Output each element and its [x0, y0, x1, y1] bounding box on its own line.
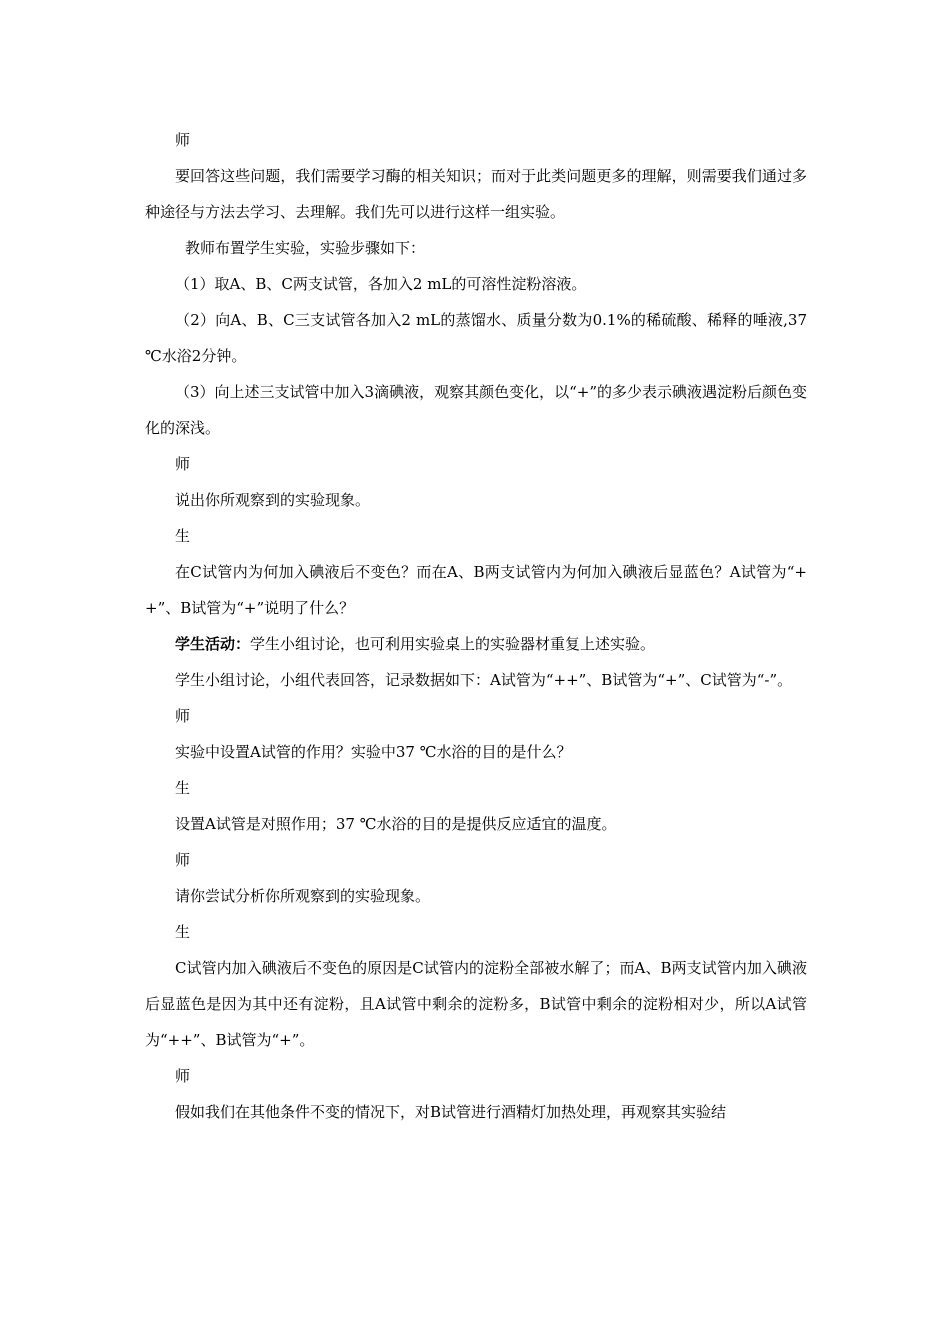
paragraph-question-observe: 说出你所观察到的实验现象。	[175, 491, 371, 509]
speaker-teacher: 师	[175, 1067, 191, 1085]
paragraph-question-heating: 假如我们在其他条件不变的情况下，对B试管进行酒精灯加热处理，再观察其实验结	[175, 1103, 727, 1121]
paragraph-step-2: （2）向A、B、C三支试管各加入2 mL的蒸馏水、质量分数为0.1%的稀硫酸、稀释的唾液,37 ℃水浴2分钟。	[145, 311, 807, 365]
speaker-teacher: 师	[175, 707, 191, 725]
paragraph-step-1: （1）取A、B、C两支试管，各加入2 mL的可溶性淀粉溶液。	[175, 275, 587, 293]
speaker-student: 生	[175, 527, 191, 545]
paragraph-question-purpose: 实验中设置A试管的作用？实验中37 ℃水浴的目的是什么？	[175, 743, 572, 761]
paragraph-step-3: （3）向上述三支试管中加入3滴碘液，观察其颜色变化，以“+”的多少表示碘液遇淀粉后颜色变化的深浅。	[145, 383, 807, 437]
paragraph-student-activity	[145, 626, 807, 662]
paragraph-answer-analyze: C试管内加入碘液后不变色的原因是C试管内的淀粉全部被水解了；而A、B两支试管内加入碘液后显蓝色是因为其中还有淀粉，且A试管中剩余的淀粉多，B试管中剩余的淀粉相对少，所以A试管为“++”、B试管为“+”。	[145, 959, 807, 1049]
speaker-teacher: 师	[175, 455, 191, 473]
speaker-student: 生	[175, 923, 191, 941]
document-body	[145, 122, 807, 1130]
paragraph-intro: 要回答这些问题，我们需要学习酶的相关知识；而对于此类问题更多的理解，则需要我们通过多种途径与方法去学习、去理解。我们先可以进行这样一组实验。	[145, 167, 807, 221]
paragraph-experiment-setup: 教师布置学生实验，实验步骤如下：	[185, 239, 426, 257]
speaker-student: 生	[175, 779, 191, 797]
paragraph-record-data: 学生小组讨论，小组代表回答，记录数据如下：A试管为“++”、B试管为“+”、C试管为“-”。	[175, 671, 793, 689]
speaker-teacher: 师	[175, 131, 191, 149]
speaker-teacher: 师	[175, 851, 191, 869]
paragraph-student-question: 在C试管内为何加入碘液后不变色？而在A、B两支试管内为何加入碘液后显蓝色？A试管为“++”、B试管为“+”说明了什么？	[145, 563, 807, 617]
paragraph-answer-purpose: 设置A试管是对照作用；37 ℃水浴的目的是提供反应适宜的温度。	[175, 815, 617, 833]
paragraph-question-analyze: 请你尝试分析你所观察到的实验现象。	[175, 887, 431, 905]
student-activity-label: 学生活动：	[175, 635, 251, 653]
student-activity-text: 学生小组讨论，也可利用实验桌上的实验器材重复上述实验。	[250, 635, 656, 653]
